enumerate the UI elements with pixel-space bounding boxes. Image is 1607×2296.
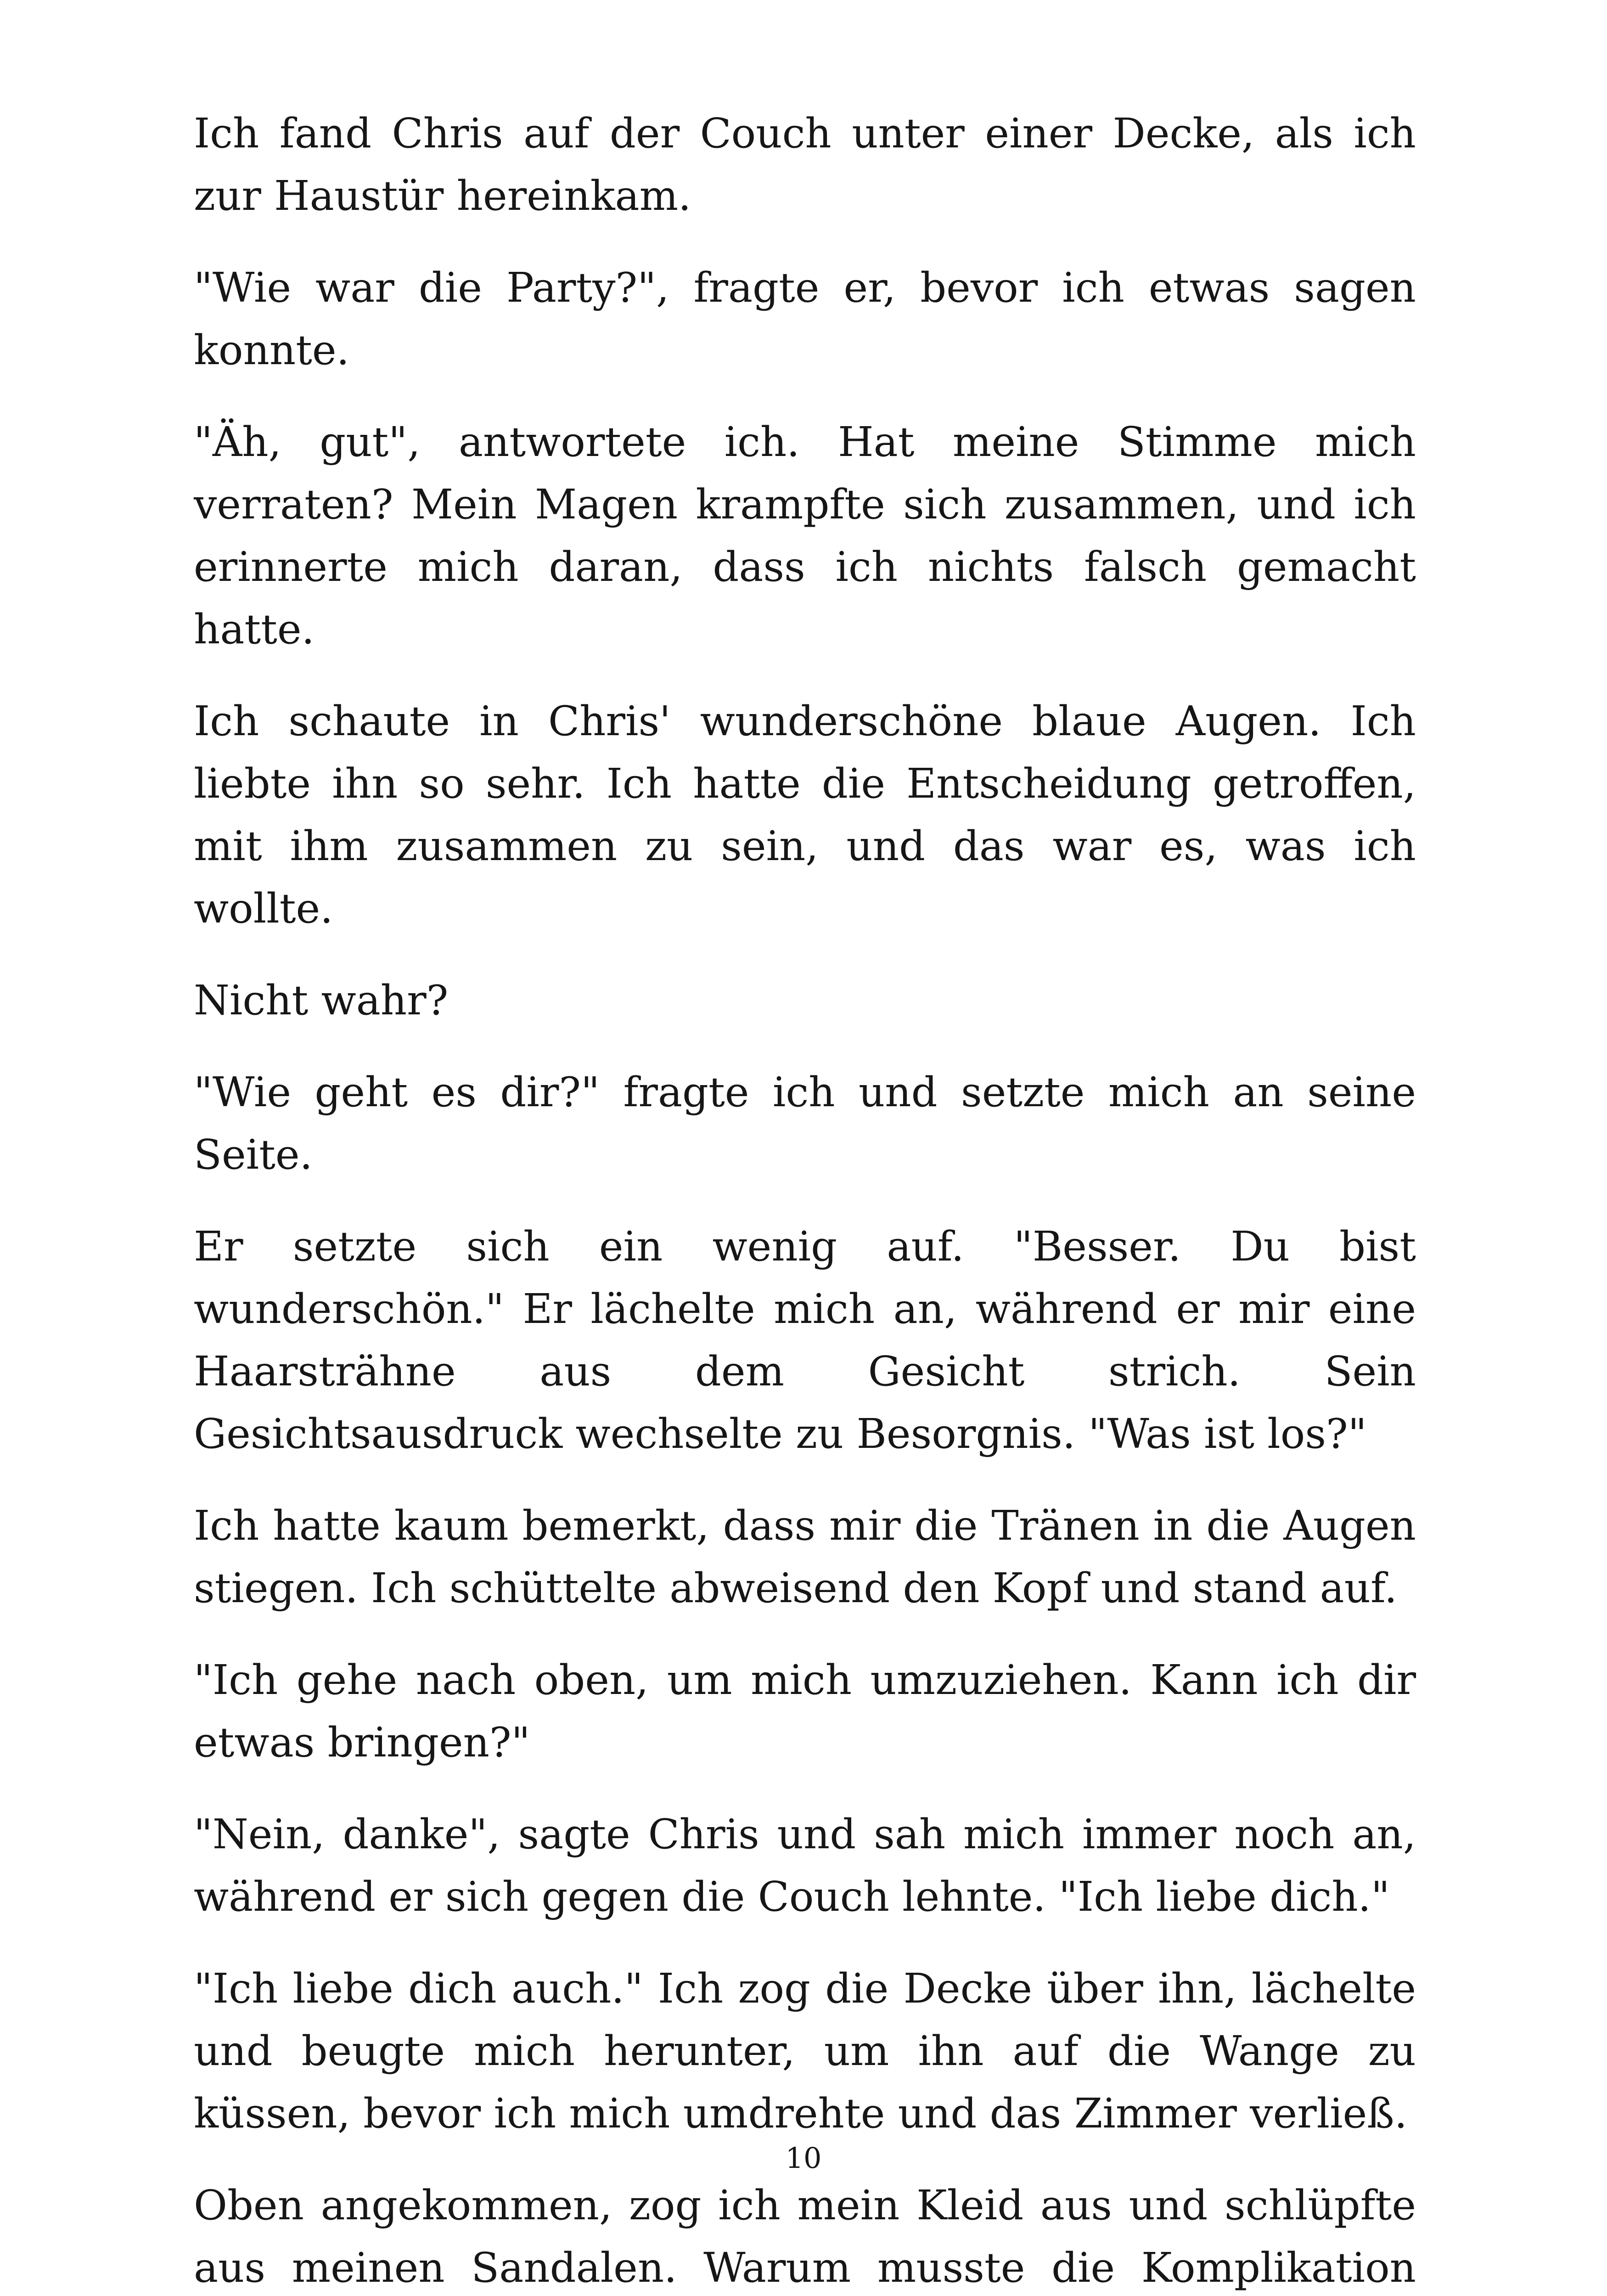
paragraph: Ich fand Chris auf der Couch unter einer Decke, als ich zur Haustür hereinkam. [194,109,1416,219]
paragraph: Nicht wahr? [194,976,449,1024]
paragraph: "Ich gehe nach oben, um mich umzuziehen. Kann ich dir etwas bringen?" [194,1656,1416,1766]
body-text [194,102,1416,2296]
paragraph: Ich hatte kaum bemerkt, dass mir die Tränen in die Augen stiegen. Ich schüttelte abweisend den Kopf und stand auf. [194,1502,1416,1612]
paragraph: "Wie war die Party?", fragte er, bevor ich etwas sagen konnte. [194,264,1416,374]
paragraph: "Nein, danke", sagte Chris und sah mich immer noch an, während er sich gegen die Couch lehnte. "Ich liebe dich." [194,1810,1416,1920]
paragraph: Er setzte sich ein wenig auf. "Besser. Du bist wunderschön." Er lächelte mich an, während er mir eine Haarsträhne aus dem Gesicht strich. Sein Gesichtsausdruck wechselte zu Besorgnis. "Was ist los?" [194,1222,1416,1458]
paragraph: Ich schaute in Chris' wunderschöne blaue Augen. Ich liebte ihn so sehr. Ich hatte die Entscheidung getroffen, mit ihm zusammen zu sein, und das war es, was ich wollte. [194,697,1416,932]
paragraph: Oben angekommen, zog ich mein Kleid aus und schlüpfte aus meinen Sandalen. Warum musste die Komplikation [194,2181,1416,2291]
paragraph: "Ich liebe dich auch." Ich zog die Decke über ihn, lächelte und beugte mich herunter, um ihn auf die Wange zu küssen, bevor ich mich umdrehte und das Zimmer verließ. [194,1964,1416,2137]
page-number: 10 [785,2141,822,2175]
paragraph: "Äh, gut", antwortete ich. Hat meine Stimme mich verraten? Mein Magen krampfte sich zusammen, und ich erinnerte mich daran, dass ich nichts falsch gemacht hatte. [194,418,1416,653]
paragraph: "Wie geht es dir?" fragte ich und setzte mich an seine Seite. [194,1068,1416,1178]
